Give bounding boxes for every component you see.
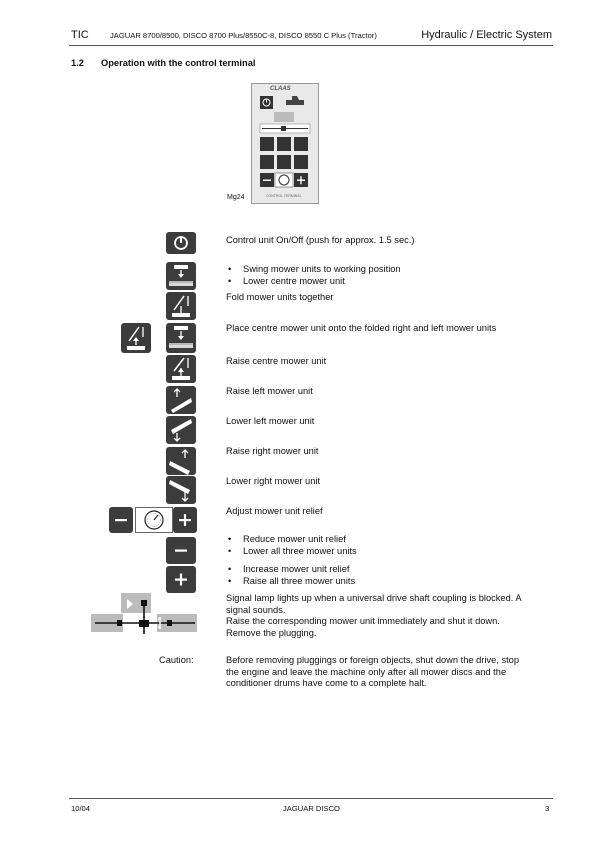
- bullet-item: • Swing mower units to working position: [226, 264, 551, 276]
- item-raise-centre-unit: Raise centre mower unit: [226, 356, 327, 366]
- header-rule: [69, 45, 553, 46]
- terminal-keypad-icon: [252, 84, 318, 203]
- fold-mower-units-key-icon: [166, 292, 196, 320]
- section-title: [71, 58, 255, 68]
- caution-label: Caution:: [159, 655, 194, 665]
- lower-right-unit-key-icon: [166, 476, 196, 504]
- bullet-item: • Lower centre mower unit: [226, 276, 551, 288]
- text-line: Remove the plugging.: [226, 627, 317, 638]
- gauge-icon: [135, 507, 173, 533]
- bullet-item: • Increase mower unit relief: [226, 564, 551, 576]
- header-right: Hydraulic / Electric System: [421, 29, 552, 41]
- fold-side-units-key-icon: [121, 323, 151, 353]
- bullet-item: • Reduce mower unit relief: [226, 534, 551, 546]
- item-raise-right-unit: Raise right mower unit: [226, 446, 319, 456]
- raise-right-unit-key-icon: [166, 447, 196, 475]
- plus-key-icon: [166, 566, 196, 593]
- place-centre-unit-key-icon: [166, 323, 196, 353]
- control-terminal-figure: [251, 83, 319, 204]
- text-line: Signal lamp lights up when a universal drive shaft coupling is blocked. A: [226, 593, 522, 603]
- item-lower-left-unit: Lower left mower unit: [226, 416, 315, 426]
- drive-shaft-signal-lamp-icon: [91, 593, 198, 635]
- footer-rule: [69, 798, 553, 799]
- header-left: TIC: [71, 29, 89, 41]
- item-swing-working-position: [226, 264, 551, 287]
- item-lower-right-unit: Lower right mower unit: [226, 476, 321, 486]
- raise-left-unit-key-icon: [166, 386, 196, 414]
- page-number: 3: [545, 804, 550, 813]
- item-increase-relief: [226, 564, 551, 587]
- item-fold-units: Fold mower units together: [226, 292, 334, 302]
- minus-key-icon: [109, 507, 133, 533]
- item-place-centre-unit: Place centre mower unit onto the folded right and left mower units: [226, 323, 497, 333]
- text-line: conditioner drums have come to a complete halt.: [226, 678, 427, 688]
- footer-title: JAGUAR DISCO: [283, 804, 340, 813]
- bullet-item: • Raise all three mower units: [226, 576, 551, 588]
- item-adjust-relief: Adjust mower unit relief: [226, 506, 323, 516]
- item-on-off: Control unit On/Off (push for approx. 1.5 sec.): [226, 235, 415, 245]
- swing-to-working-position-key-icon: [166, 262, 196, 290]
- item-raise-left-unit: Raise left mower unit: [226, 386, 313, 396]
- item-signal-lamp: [226, 593, 551, 639]
- bullet-item: • Lower all three mower units: [226, 546, 551, 558]
- footer-date: 10/04: [71, 804, 91, 813]
- text-line: signal sounds.: [226, 604, 286, 615]
- brand-logo: CLAAS: [270, 86, 291, 92]
- figure-label: Mg24: [227, 194, 245, 201]
- plus-key-icon: [173, 507, 197, 533]
- relief-adjust-keys: [109, 507, 197, 533]
- terminal-caption: CONTROL TERMINAL: [266, 194, 302, 198]
- minus-key-icon: [166, 537, 196, 564]
- header-center: JAGUAR 8700/8500, DISCO 8700 Plus/8550C-8, DISCO 8550 C Plus (Tractor): [110, 31, 377, 40]
- item-reduce-relief: [226, 534, 551, 557]
- lower-left-unit-key-icon: [166, 416, 196, 444]
- text-line: Raise the corresponding mower unit immediately and shut it down.: [226, 616, 500, 626]
- on-off-key-icon: [166, 232, 196, 254]
- text-line: the engine and leave the machine only after all mower discs and the: [226, 666, 507, 677]
- text-line: Before removing pluggings or foreign objects, shut down the drive, stop: [226, 655, 520, 665]
- caution-text: [226, 655, 551, 690]
- section-number: 1.2: [71, 58, 84, 68]
- section-title-text: Operation with the control terminal: [101, 58, 256, 68]
- raise-centre-unit-key-icon: [166, 355, 196, 383]
